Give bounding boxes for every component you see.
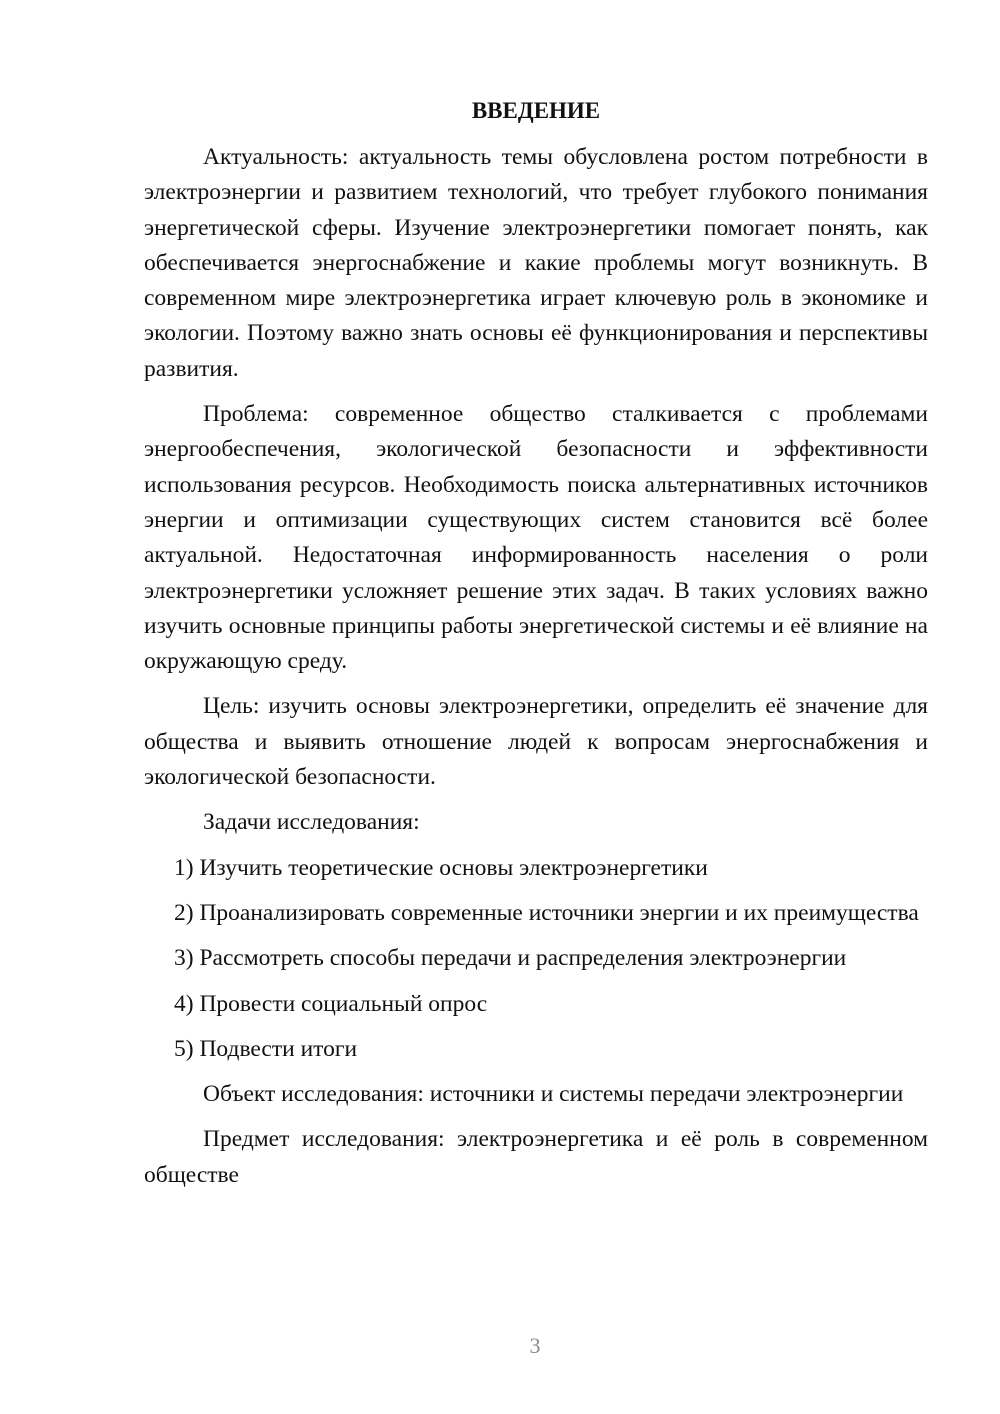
paragraph-problem: Проблема: современное общество сталкивается с проблемами энергообеспечения, экологической безопасности и эффективности использования ресурсов. Необходимость поиска альтернативных источников энергии и оптимизации существующих систем становится всё более актуальной. Недостаточная информированность населения о роли электроэнергетики усложняет решение этих задач. В таких условиях важно изучить основные принципы работы энергетической системы и её влияние на окружающую среду. — [144, 401, 928, 675]
paragraph-object: Объект исследования: источники и системы передачи электроэнергии — [203, 1081, 904, 1108]
task-item: 1) Изучить теоретические основы электроэнергетики — [174, 854, 708, 881]
task-item: 5) Подвести итоги — [174, 1035, 358, 1062]
page-number: 3 — [529, 1333, 541, 1358]
task-item: 2) Проанализировать современные источники энергии и их преимущества — [174, 899, 919, 926]
page-content — [144, 94, 928, 1203]
task-item: 4) Провести социальный опрос — [174, 990, 488, 1017]
tasks-title: Задачи исследования: — [203, 809, 420, 836]
paragraph-goal: Цель: изучить основы электроэнергетики, определить её значение для общества и выявить отношение людей к вопросам энергоснабжения и экологической безопасности. — [144, 693, 928, 791]
paragraph-relevance: Актуальность: актуальность темы обусловлена ростом потребности в электроэнергии и развитием технологий, что требует глубокого понимания энергетической сферы. Изучение электроэнергетики помогает понять, как обеспечивается энергоснабжение и какие проблемы могут возникнуть. В современном мире электроэнергетика играет ключевую роль в экономике и экологии. Поэтому важно знать основы её функционирования и перспективы развития. — [144, 144, 928, 382]
section-heading: ВВЕДЕНИЕ — [471, 98, 601, 123]
paragraph-subject: Предмет исследования: электроэнергетика и её роль в современном обществе — [144, 1126, 928, 1188]
task-item: 3) Рассмотреть способы передачи и распределения электроэнергии — [174, 945, 847, 972]
